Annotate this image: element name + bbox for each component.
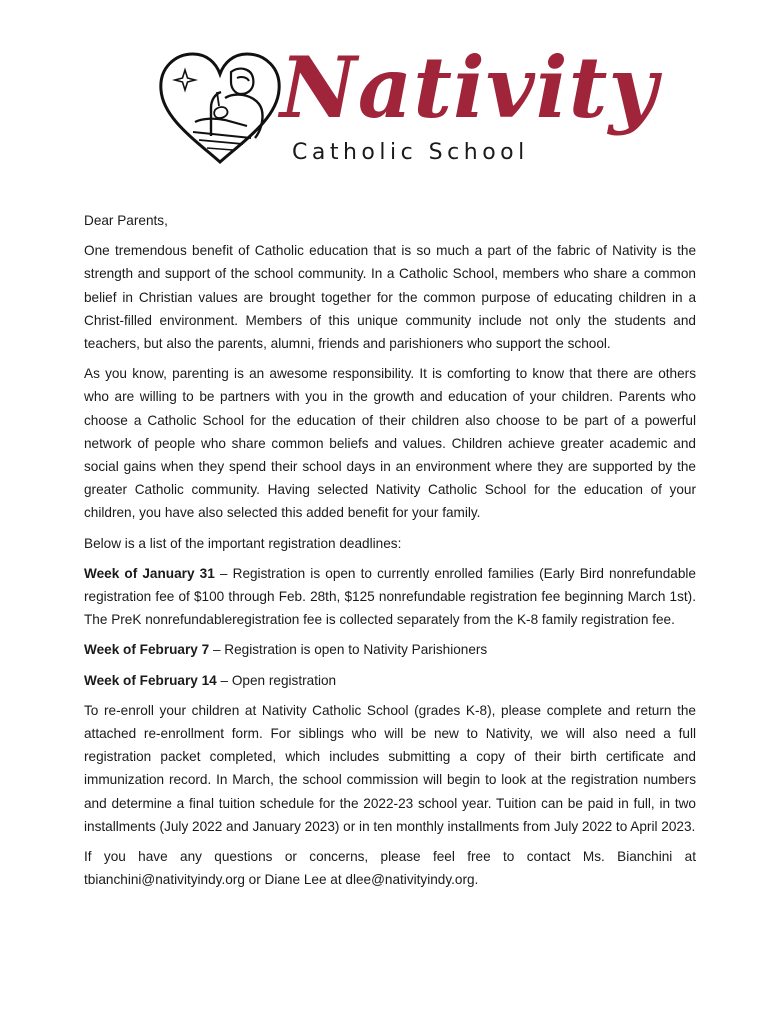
deadline-item <box>84 562 696 632</box>
paragraph-contact: If you have any questions or concerns, please feel free to contact Ms. Bianchini at tbianchini@nativityindy.org or Diane Lee at dlee@nativityindy.org. <box>84 849 696 888</box>
paragraph-reenroll: To re-enroll your children at Nativity Catholic School (grades K-8), please complete and return the attached re-enrollment form. For siblings who will be new to Nativity, we will also need a full registration packet completed, which includes submitting a copy of their birth certificate and immunization record. In March, the school commission will begin to look at the registration numbers and determine a final tuition schedule for the 2022-23 school year. Tuition can be paid in full, in two installments (July 2022 and January 2023) or in ten monthly installments from July 2022 to April 2023. <box>84 702 696 834</box>
deadline-label: Week of February 7 <box>84 642 210 658</box>
paragraph-parenting: As you know, parenting is an awesome responsibility. It is comforting to know that there are others who are willing to be partners with you in the growth and education of your children. Parents who choose a Catholic School for the education of their children also choose to be part of a powerful network of people who share common beliefs and values. Children achieve greater academic and social gains when they spend their school days in an environment where they are supported by the greater Catholic community. Having selected Nativity Catholic School for the education of your children, you have also selected this added benefit for your family. <box>84 366 696 521</box>
deadline-item <box>84 638 696 661</box>
deadline-label: Week of February 14 <box>84 672 217 688</box>
paragraph-deadlines-intro: Below is a list of the important registration deadlines: <box>84 535 402 551</box>
deadline-text: – Registration is open to Nativity Parishioners <box>209 642 488 658</box>
school-subtitle: Catholic School <box>292 140 529 165</box>
deadline-label: Week of January 31 <box>84 565 215 581</box>
letter-body <box>84 209 696 898</box>
heart-nativity-icon <box>155 48 285 168</box>
letterhead <box>150 38 659 175</box>
school-name: Nativity <box>280 38 659 137</box>
salutation: Dear Parents, <box>84 213 168 228</box>
paragraph-community: One tremendous benefit of Catholic education that is so much a part of the fabric of Nativity is the strength and support of the school community. In a Catholic School, members who share a common belief in Christian values are brought together for the common purpose of educating children in a Christ-filled environment. Members of this unique community include not only the students and teachers, but also the parents, alumni, friends and parishioners who support the school. <box>84 243 696 352</box>
deadline-item <box>84 669 696 692</box>
deadline-text: – Registration is open to currently enrolled families (Early Bird nonrefundable registration fee of $100 through Feb. 28th, $125 nonrefundable registration fee beginning March 1st). The PreK nonrefundableregistration fee is collected separately from the K-8 family registration fee. <box>84 565 696 628</box>
deadline-text: – Open registration <box>216 672 337 688</box>
